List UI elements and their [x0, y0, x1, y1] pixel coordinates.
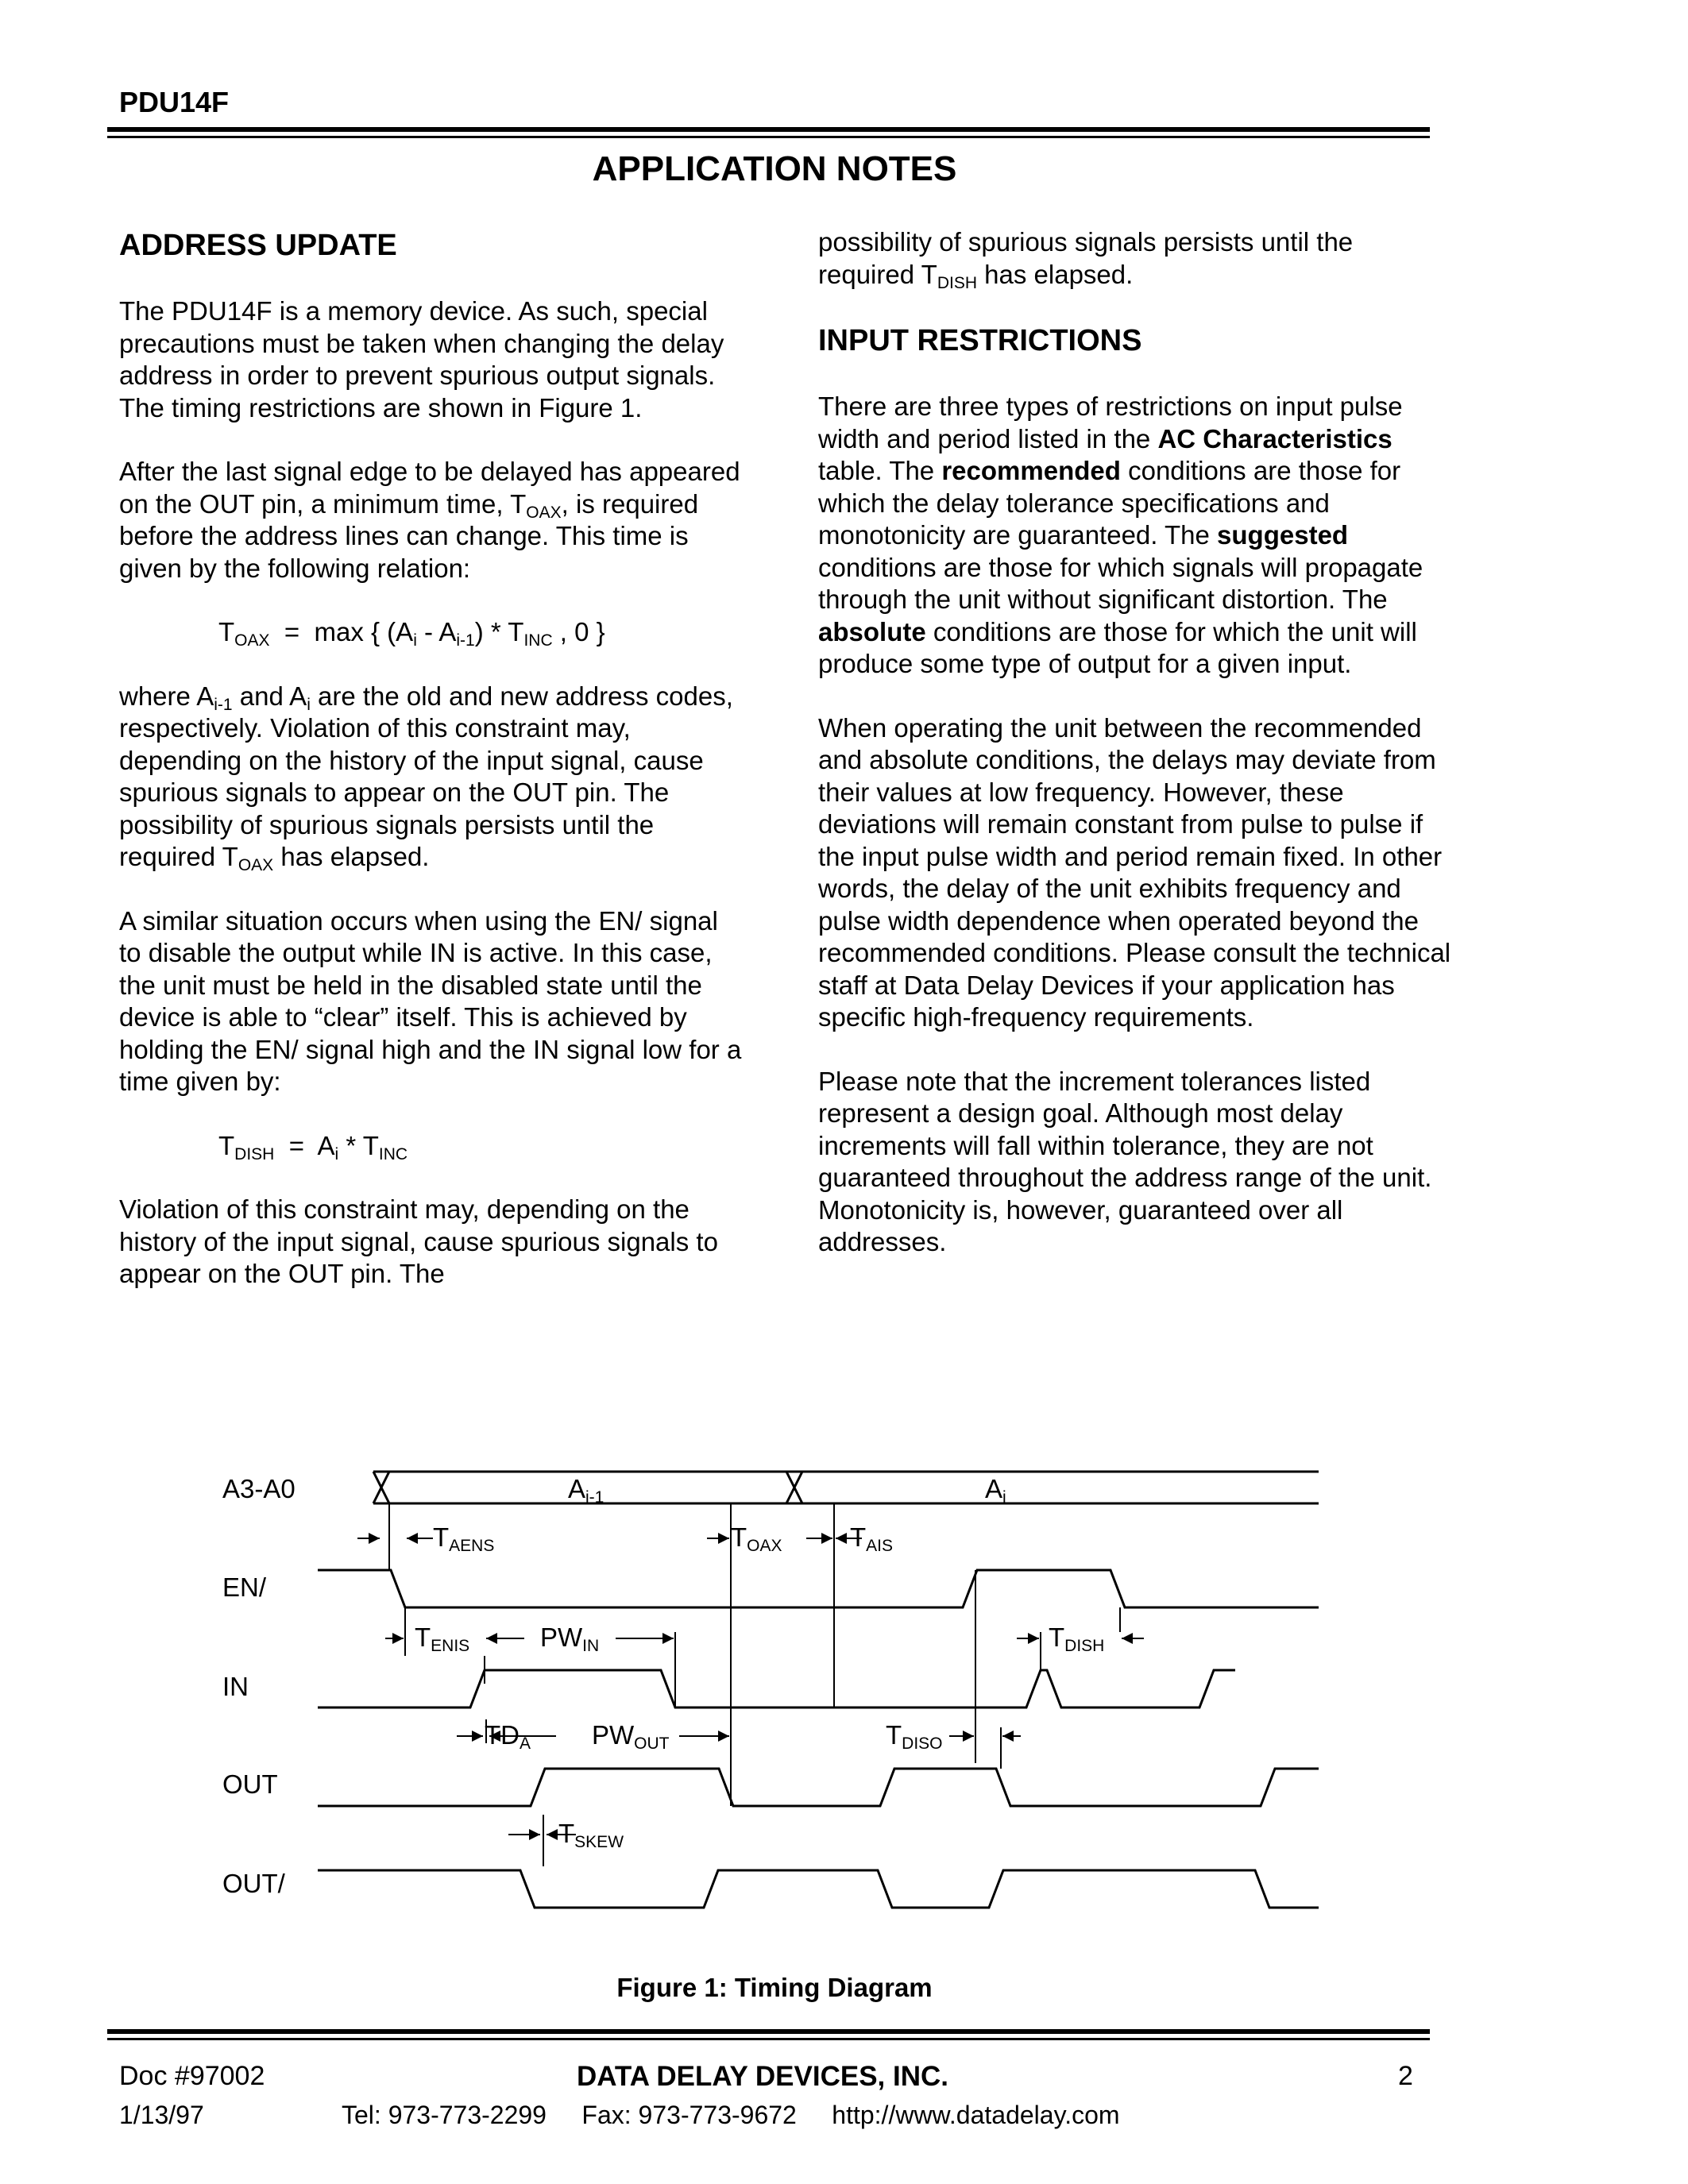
- out-waveform: [318, 1769, 1319, 1806]
- tdish-equation: $T_{DISH} = A_i * T_{INC}$: [218, 1130, 408, 1163]
- taens-label: TAENS: [433, 1522, 495, 1555]
- continued-paragraph: possibility of spurious signals persists until the required $T_{DISH}$ has elapsed.: [818, 227, 1354, 292]
- document-number: Doc #97002: [119, 2061, 265, 2091]
- page-number: 2: [1398, 2061, 1413, 2091]
- bus-label-new: Ai: [985, 1474, 1006, 1507]
- contact-info: Tel: 973-773-2299 Fax: 973-773-9672 http://www.datadelay.com: [342, 2101, 1120, 2129]
- address-update-paragraph-5: Violation of this constraint may, depending on the history of the input signal, cause spurious signals to appear on the OUT pin. The: [119, 1194, 718, 1288]
- tdiso-label: TDISO: [886, 1720, 943, 1753]
- pwout-label: PWOUT: [592, 1720, 670, 1753]
- pwin-label: PWIN: [540, 1623, 600, 1655]
- toax-label: TOAX: [731, 1522, 782, 1555]
- input-restrictions-heading: INPUT RESTRICTIONS: [818, 324, 1142, 357]
- footer-rule-thick: [107, 2029, 1430, 2034]
- address-update-paragraph-4: A similar situation occurs when using the EN/ signal to disable the output while IN is active. In this case, the unit must be held in the disabled state until the device is able to “clear” itself. This is achieved by holding the EN/ signal high and the IN signal low for a time given by:: [119, 905, 742, 1096]
- footer-rule-thin: [107, 2038, 1430, 2040]
- tskew-label: TSKEW: [558, 1819, 624, 1851]
- address-update-heading: ADDRESS UPDATE: [119, 229, 397, 262]
- signal-label-address: A3-A0: [222, 1474, 295, 1503]
- tenis-label: TENIS: [415, 1623, 470, 1655]
- address-bus-waveform: [373, 1472, 1319, 1503]
- address-update-paragraph-2: After the last signal edge to be delayed has appeared on the OUT pin, a minimum time, $T_{OAX}$, is required before the address lines can change. This time is given by the following relation:: [119, 457, 740, 583]
- out-bar-waveform: [318, 1870, 1319, 1908]
- tdish-label: TDISH: [1049, 1623, 1105, 1655]
- signal-label-out-bar: OUT/: [222, 1869, 285, 1898]
- en-waveform: [318, 1570, 1319, 1607]
- tda-label: TDA: [485, 1720, 531, 1753]
- bus-label-previous: Ai-1: [568, 1474, 605, 1507]
- part-number-header: PDU14F: [119, 86, 230, 118]
- signal-label-out: OUT: [222, 1769, 278, 1799]
- page-title: APPLICATION NOTES: [592, 149, 957, 188]
- in-waveform: [318, 1670, 1235, 1707]
- figure-caption: Figure 1: Timing Diagram: [616, 1973, 933, 2002]
- input-restrictions-paragraph-3: Please note that the increment tolerances listed represent a design goal. Although most delay increments will fall within tolerance, they are not guaranteed throughout the address range of the unit. Monotonicity is, however, guaranteed over all addresses.: [818, 1066, 1432, 1256]
- document-date: 1/13/97: [119, 2101, 204, 2129]
- address-update-paragraph-3: where $A_{i-1}$ and $A_i$ are the old and new address codes, respectively. Violation of this constraint may, depending on the history of the input signal, cause spurious signals to appear on the OUT pin. The possibility of spurious signals persists until the required $T_{OAX}$ has elapsed.: [119, 681, 733, 874]
- tais-label: TAIS: [850, 1522, 894, 1555]
- signal-label-in: IN: [222, 1672, 249, 1701]
- input-restrictions-paragraph-1: There are three types of restrictions on input pulse width and period listed in the AC Characteristics table. The recommended conditions are those for which the delay tolerance specifications and monotonicity are guaranteed. The suggested conditions are those for which signals will propagate through the unit without significant distortion. The absolute conditions are those for which the unit will produce some type of output for a given input.: [818, 392, 1423, 678]
- toax-equation: $T_{OAX} = \max$ { $(A_i - A_{i-1}) * T_{INC}$ , 0 }: [218, 617, 605, 650]
- input-restrictions-paragraph-2: When operating the unit between the recommended and absolute conditions, the delays may deviate from their values at low frequency. However, these deviations will remain constant from pulse to pulse if the input pulse width and period remain fixed. In other words, the delay of the unit exhibits frequency and pulse width dependence when operated beyond the recommended conditions. Please consult the technical staff at Data Delay Devices if your application has specific high-frequency requirements.: [818, 712, 1451, 1032]
- address-update-paragraph-1: The PDU14F is a memory device. As such, special precautions must be taken when changing the delay address in order to prevent spurious output signals. The timing restrictions are shown in Figure 1.: [119, 296, 724, 423]
- signal-label-en: EN/: [222, 1572, 267, 1602]
- company-name: DATA DELAY DEVICES, INC.: [576, 2061, 949, 2092]
